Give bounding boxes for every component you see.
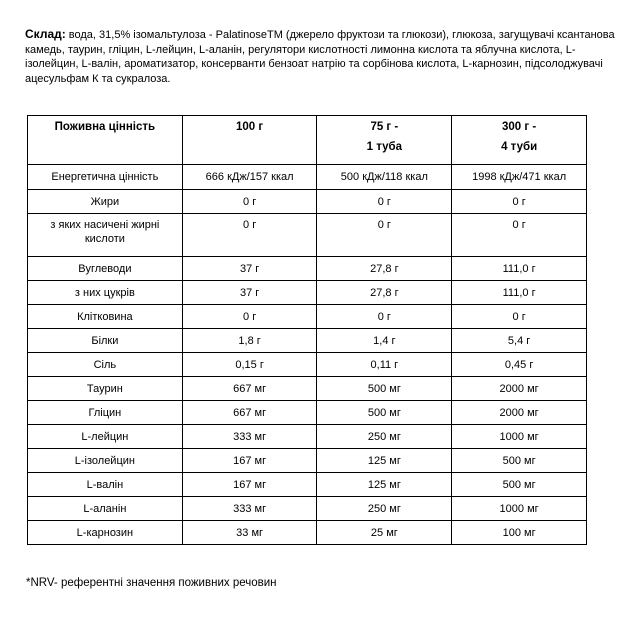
nutrient-value-cell: 667 мг (182, 377, 317, 401)
nutrient-name-cell: L-ізолейцин (28, 449, 183, 473)
table-row (28, 401, 587, 425)
nutrient-name-cell: L-лейцин (28, 425, 183, 449)
nutrient-value-cell: 1000 мг (452, 425, 587, 449)
nutrient-name-cell: Жири (28, 190, 183, 214)
header-nutrient: Поживна цінність (28, 116, 183, 165)
nutrient-value-cell: 333 мг (182, 497, 317, 521)
nutrient-value-cell: 27,8 г (317, 257, 452, 281)
nutrient-value-cell: 0,11 г (317, 353, 452, 377)
nutrient-value-cell: 0 г (452, 214, 587, 257)
nutrient-name-cell: з яких насичені жирні кислоти (28, 214, 183, 257)
nutrient-value-cell: 0 г (317, 305, 452, 329)
nutrient-value-cell: 500 мг (452, 473, 587, 497)
footnote: *NRV- референтні значення поживних речовин (26, 577, 277, 589)
nutrient-value-cell: 5,4 г (452, 329, 587, 353)
nutrient-name-cell: Вуглеводи (28, 257, 183, 281)
nutrient-name-cell: Сіль (28, 353, 183, 377)
table-row (28, 425, 587, 449)
nutrient-value-cell: 100 мг (452, 521, 587, 545)
nutrient-value-cell: 2000 мг (452, 401, 587, 425)
table-row (28, 257, 587, 281)
nutrient-value-cell: 0 г (182, 190, 317, 214)
nutrient-value-cell: 1998 кДж/471 ккал (452, 165, 587, 190)
nutrient-value-cell: 33 мг (182, 521, 317, 545)
nutrient-value-cell: 0,45 г (452, 353, 587, 377)
table-row (28, 521, 587, 545)
nutrient-name-cell: Енергетична цінність (28, 165, 183, 190)
nutrient-value-cell: 0 г (182, 305, 317, 329)
nutrient-name-cell: Білки (28, 329, 183, 353)
composition-text (25, 27, 615, 86)
table-row (28, 329, 587, 353)
nutrient-value-cell: 37 г (182, 257, 317, 281)
nutrient-value-cell: 125 мг (317, 473, 452, 497)
nutrient-value-cell: 250 мг (317, 497, 452, 521)
nutrient-value-cell: 0 г (317, 214, 452, 257)
header-per-4-tubes: 300 г - 4 туби (452, 116, 587, 165)
nutrient-value-cell: 0 г (182, 214, 317, 257)
nutrient-value-cell: 37 г (182, 281, 317, 305)
table-row (28, 473, 587, 497)
header-per-100g: 100 г (182, 116, 317, 165)
nutrient-value-cell: 500 мг (317, 401, 452, 425)
table-row (28, 497, 587, 521)
nutrient-value-cell: 1,8 г (182, 329, 317, 353)
table-row (28, 214, 587, 257)
table-row (28, 449, 587, 473)
nutrient-value-cell: 111,0 г (452, 281, 587, 305)
nutrient-value-cell: 0,15 г (182, 353, 317, 377)
table-row (28, 190, 587, 214)
nutrient-value-cell: 500 мг (317, 377, 452, 401)
nutrient-name-cell: Гліцин (28, 401, 183, 425)
nutrient-name-cell: L-валін (28, 473, 183, 497)
nutrient-value-cell: 2000 мг (452, 377, 587, 401)
table-row (28, 281, 587, 305)
nutrient-value-cell: 500 кДж/118 ккал (317, 165, 452, 190)
nutrition-table (27, 115, 587, 545)
table-row (28, 353, 587, 377)
nutrient-value-cell: 250 мг (317, 425, 452, 449)
nutrient-value-cell: 500 мг (452, 449, 587, 473)
nutrient-value-cell: 167 мг (182, 473, 317, 497)
table-header-row (28, 116, 587, 165)
nutrient-name-cell: Клітковина (28, 305, 183, 329)
nutrient-name-cell: L-карнозин (28, 521, 183, 545)
nutrient-name-cell: L-аланін (28, 497, 183, 521)
nutrient-value-cell: 25 мг (317, 521, 452, 545)
nutrient-value-cell: 111,0 г (452, 257, 587, 281)
nutrient-name-cell: Таурин (28, 377, 183, 401)
composition-ingredients: вода, 31,5% ізомальтулоза - PalatinoseTM (джерело фруктози та глюкози), глюкоза, загущувачі ксантанова камедь, таурин, гліцин, L-лейцин, L-аланін, регулятори кислотності лимонна кислота та яблучна кислота, L-ізолейцин, L-валін, ароматизатор, консерванти бензоат натрію та сорбінова кислота, L-карнозин, підсолоджувачі ацесульфам К та сукралоза. (25, 29, 615, 85)
table-row (28, 165, 587, 190)
nutrient-value-cell: 0 г (317, 190, 452, 214)
nutrient-value-cell: 333 мг (182, 425, 317, 449)
table-row (28, 377, 587, 401)
nutrient-value-cell: 167 мг (182, 449, 317, 473)
nutrient-value-cell: 1000 мг (452, 497, 587, 521)
composition-label: Склад: (25, 27, 66, 41)
header-per-tube: 75 г - 1 туба (317, 116, 452, 165)
table-row (28, 305, 587, 329)
nutrient-value-cell: 1,4 г (317, 329, 452, 353)
nutrient-value-cell: 0 г (452, 190, 587, 214)
nutrient-value-cell: 666 кДж/157 ккал (182, 165, 317, 190)
nutrient-name-cell: з них цукрів (28, 281, 183, 305)
nutrient-value-cell: 27,8 г (317, 281, 452, 305)
nutrient-value-cell: 667 мг (182, 401, 317, 425)
nutrient-value-cell: 0 г (452, 305, 587, 329)
nutrient-value-cell: 125 мг (317, 449, 452, 473)
